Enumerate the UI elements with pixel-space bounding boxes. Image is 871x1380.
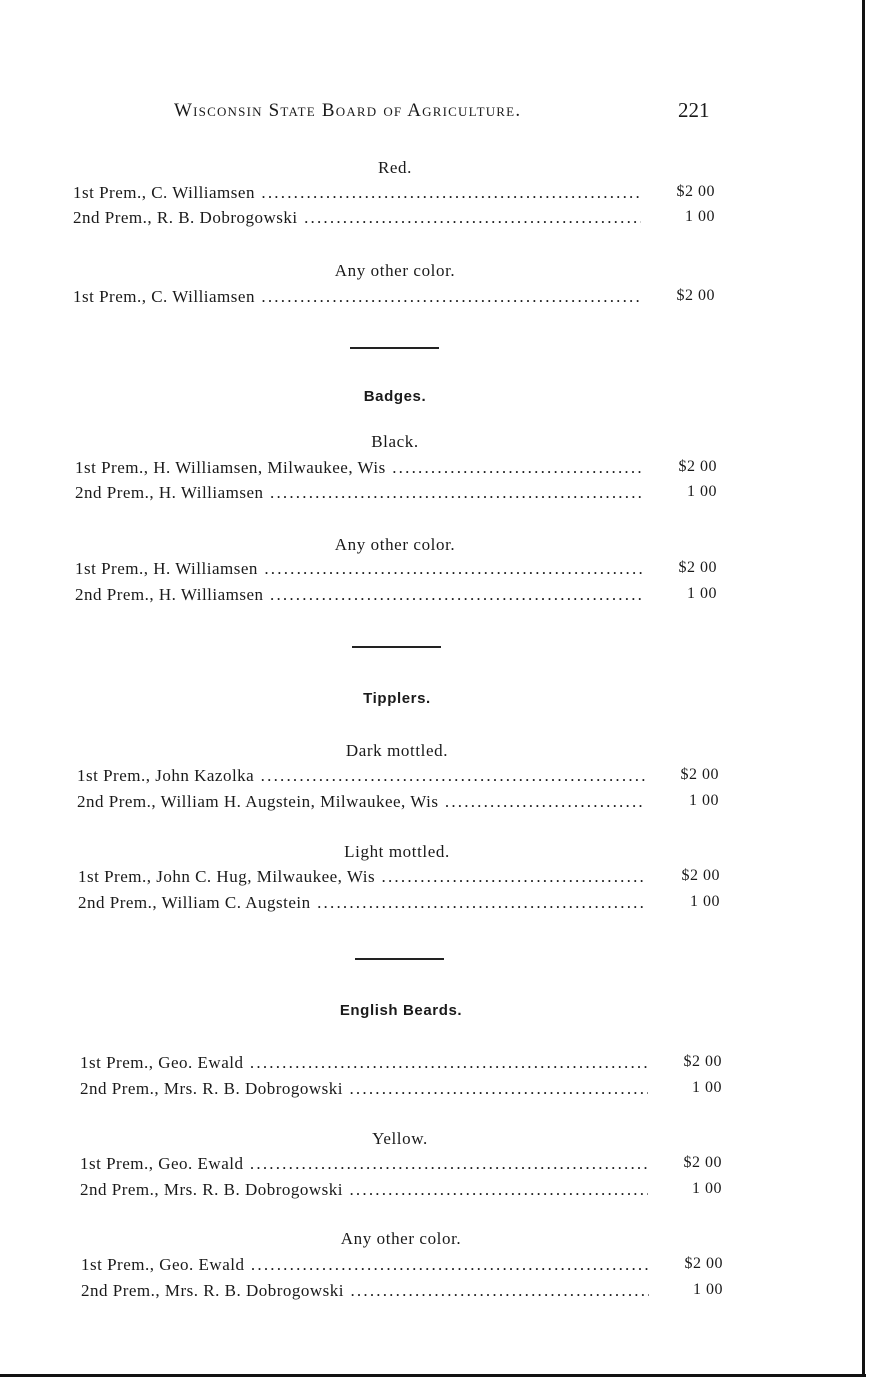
prize-label: 1st Prem., C. Williamsen ..... [73, 287, 641, 307]
page-number: 221 [678, 98, 710, 122]
section-title-badges: Badges. [363, 388, 427, 405]
prize-label: 1st Prem., Geo. Ewald ..... [80, 1154, 648, 1174]
prize-row [73, 287, 715, 309]
prize-amount: 1 00 [689, 792, 719, 809]
page-edge-bottom [0, 1374, 866, 1377]
prize-amount: $2 00 [683, 1053, 722, 1070]
prize-label: 2nd Prem., H. Williamsen ..... [75, 483, 643, 503]
prize-label: 2nd Prem., William H. Augstein, Milwaukee, Wis ..... [77, 792, 645, 812]
prize-row [77, 792, 719, 814]
subheading-black: Black. [371, 432, 419, 451]
section-divider [350, 347, 439, 349]
section-title-tipplers: Tipplers. [363, 690, 431, 707]
prize-label: 2nd Prem., R. B. Dobrogowski ..... [73, 208, 641, 228]
prize-label: 1st Prem., C. Williamsen ..... [73, 183, 641, 203]
prize-row [78, 867, 720, 889]
prize-row [81, 1281, 723, 1303]
prize-label: 2nd Prem., Mrs. R. B. Dobrogowski ..... [80, 1079, 648, 1099]
prize-amount: $2 00 [676, 287, 715, 304]
prize-label: 2nd Prem., Mrs. R. B. Dobrogowski ..... [81, 1281, 649, 1301]
prize-amount: 1 00 [692, 1180, 722, 1197]
prize-amount: 1 00 [690, 893, 720, 910]
subheading-red: Red. [377, 158, 413, 177]
prize-label: 2nd Prem., Mrs. R. B. Dobrogowski ..... [80, 1180, 648, 1200]
section-title-english-beards: English Beards. [339, 1002, 463, 1019]
prize-amount: $2 00 [678, 458, 717, 475]
prize-row [78, 893, 720, 915]
prize-label: 1st Prem., H. Williamsen, Milwaukee, Wis ..... [75, 458, 643, 478]
prize-row [80, 1154, 722, 1176]
prize-amount: 1 00 [692, 1079, 722, 1096]
prize-row [80, 1180, 722, 1202]
running-title: Wisconsin State Board of Agriculture. [174, 100, 522, 121]
prize-row [73, 208, 715, 230]
subheading-yellow: Yellow. [372, 1129, 428, 1148]
prize-amount: $2 00 [676, 183, 715, 200]
page-edge-right [862, 0, 865, 1376]
prize-row [75, 483, 717, 505]
prize-row [80, 1079, 722, 1101]
prize-row [81, 1255, 723, 1277]
prize-amount: 1 00 [687, 483, 717, 500]
running-header [174, 100, 719, 128]
prize-label: 1st Prem., John C. Hug, Milwaukee, Wis ..... [78, 867, 646, 887]
subheading-any-other-color: Any other color. [334, 261, 456, 280]
prize-row [75, 559, 717, 581]
section-divider [352, 646, 441, 648]
prize-label: 1st Prem., H. Williamsen ..... [75, 559, 643, 579]
prize-label: 1st Prem., Geo. Ewald ..... [81, 1255, 649, 1275]
prize-amount: $2 00 [680, 766, 719, 783]
subheading-any-other-color: Any other color. [334, 535, 456, 554]
subheading-light-mottled: Light mottled. [344, 842, 450, 861]
prize-row [73, 183, 715, 205]
prize-amount: 1 00 [685, 208, 715, 225]
prize-amount: $2 00 [678, 559, 717, 576]
subheading-dark-mottled: Dark mottled. [345, 741, 449, 760]
prize-row [75, 585, 717, 607]
prize-amount: $2 00 [683, 1154, 722, 1171]
prize-amount: 1 00 [687, 585, 717, 602]
prize-row [77, 766, 719, 788]
prize-row [80, 1053, 722, 1075]
section-divider [355, 958, 444, 960]
prize-row [75, 458, 717, 480]
subheading-any-other-color: Any other color. [340, 1229, 462, 1248]
prize-amount: $2 00 [684, 1255, 723, 1272]
prize-label: 2nd Prem., William C. Augstein ..... [78, 893, 646, 913]
prize-amount: $2 00 [681, 867, 720, 884]
prize-label: 2nd Prem., H. Williamsen ..... [75, 585, 643, 605]
prize-label: 1st Prem., John Kazolka ..... [77, 766, 645, 786]
prize-label: 1st Prem., Geo. Ewald ..... [80, 1053, 648, 1073]
prize-amount: 1 00 [693, 1281, 723, 1298]
